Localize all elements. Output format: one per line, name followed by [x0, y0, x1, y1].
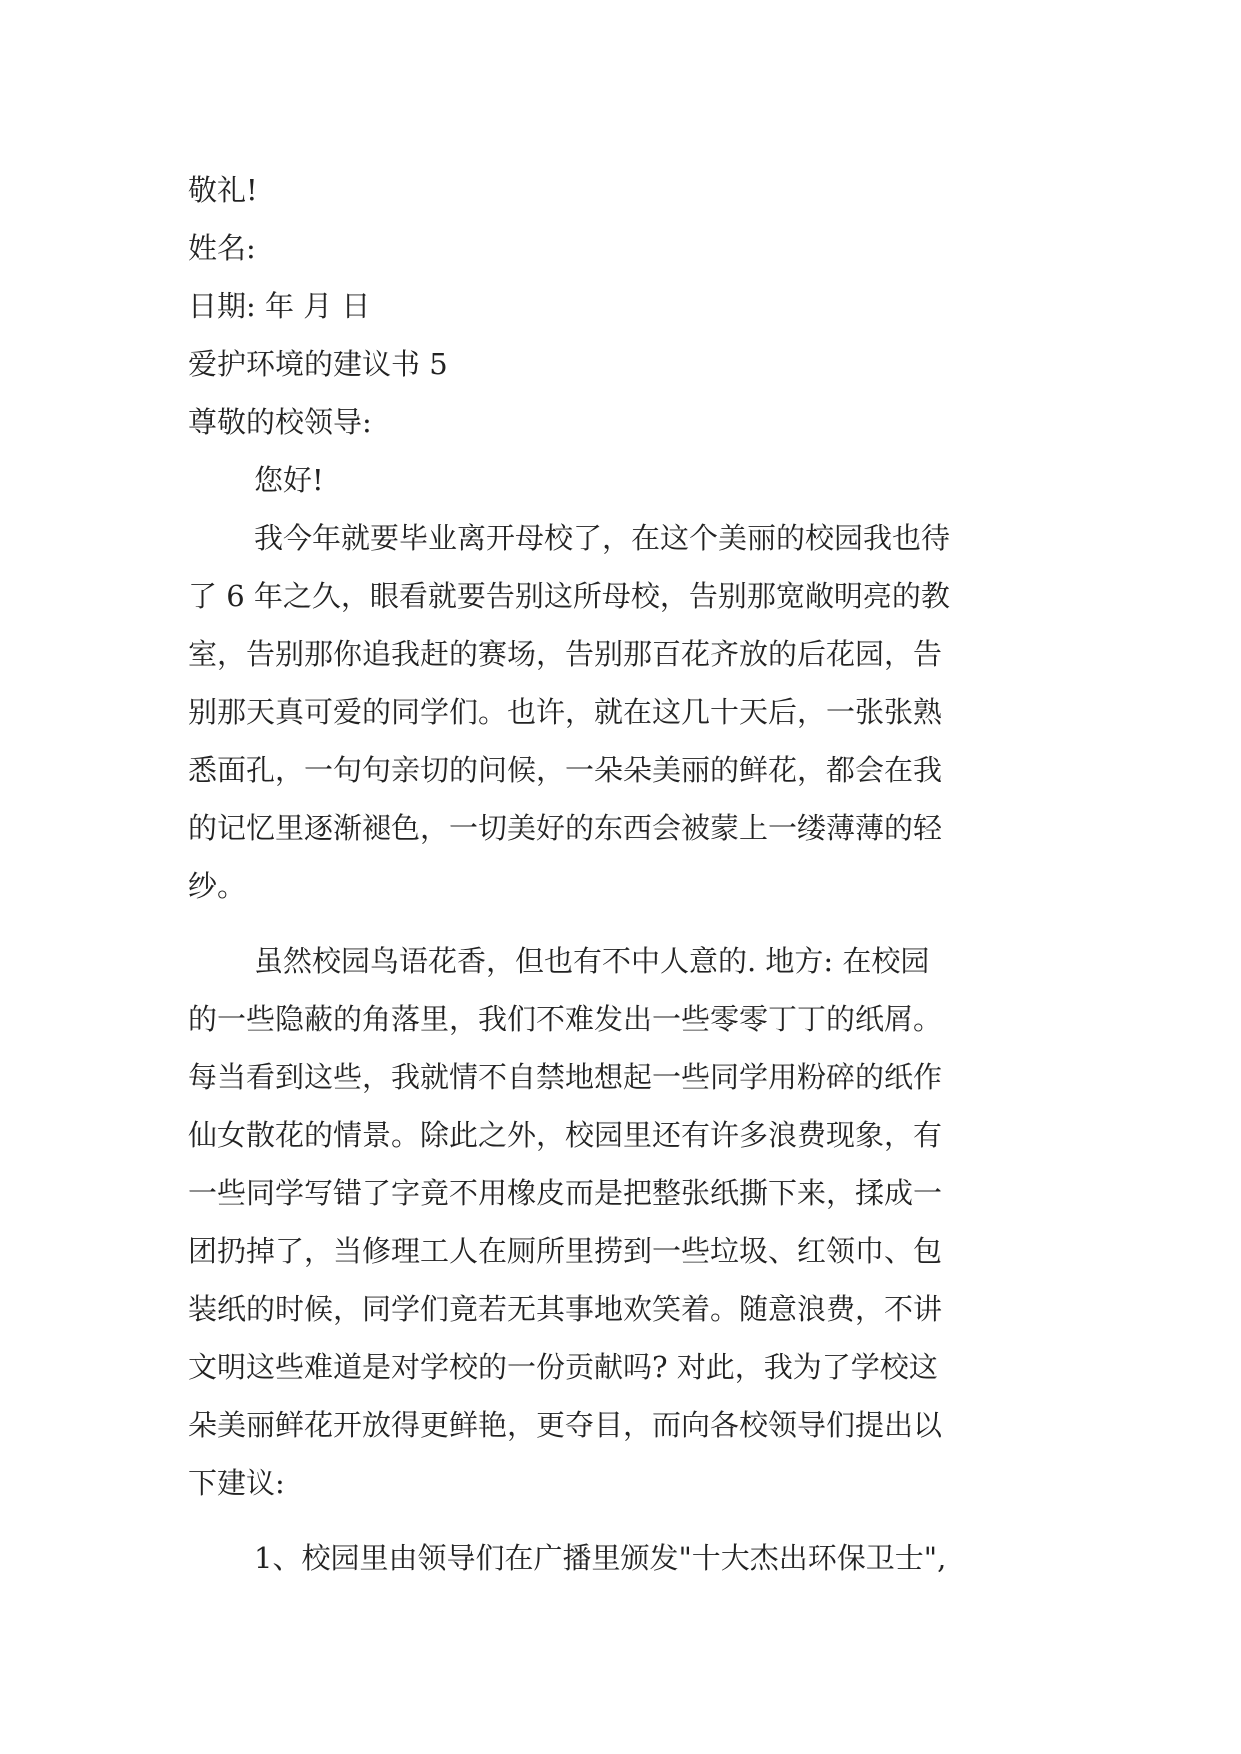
- paragraph-line: 别那天真可爱的同学们。也许，就在这几十天后，一张张熟: [188, 695, 943, 729]
- paragraph-line: 仙女散花的情景。除此之外，校园里还有许多浪费现象，有: [188, 1118, 943, 1152]
- paragraph-line: 的记忆里逐渐褪色，一切美好的东西会被蒙上一缕薄薄的轻: [188, 811, 943, 845]
- paragraph-gap: [188, 1512, 1068, 1529]
- paragraph-line: 了 6 年之久，眼看就要告别这所母校，告别那宽敞明亮的教: [188, 579, 950, 613]
- paragraph-1: [188, 509, 1068, 915]
- letter-greeting: 您好!: [254, 463, 324, 497]
- paragraph-line: 的一些隐蔽的角落里，我们不难发出一些零零丁丁的纸屑。: [188, 1002, 943, 1036]
- paragraph-line: 室，告别那你追我赶的赛场，告别那百花齐放的后花园，告: [188, 637, 943, 671]
- paragraph-2: [188, 932, 1068, 1512]
- paragraph-line: 纱。: [188, 869, 247, 903]
- paragraph-line: 下建议:: [188, 1466, 285, 1500]
- paragraph-gap: [188, 915, 1068, 932]
- letter-addressee: 尊敬的校领导:: [188, 405, 372, 439]
- paragraph-line: 团扔掉了，当修理工人在厕所里捞到一些垃圾、红领巾、包: [188, 1234, 943, 1268]
- paragraph-line: 朵美丽鲜花开放得更鲜艳，更夺目，而向各校领导们提出以: [188, 1408, 943, 1442]
- paragraph-line: 虽然校园鸟语花香，但也有不中人意的. 地方: 在校园: [254, 944, 930, 978]
- paragraph-line: 每当看到这些，我就情不自禁地想起一些同学用粉碎的纸作: [188, 1060, 943, 1094]
- date-line: 日期: 年 月 日: [188, 289, 371, 323]
- paragraph-line: 文明这些难道是对学校的一份贡献吗? 对此，我为了学校这: [188, 1350, 938, 1384]
- letter-title: 爱护环境的建议书 5: [188, 347, 448, 381]
- paragraph-line: 悉面孔，一句句亲切的问候，一朵朵美丽的鲜花，都会在我: [188, 753, 943, 787]
- paragraph-line: 装纸的时候，同学们竟若无其事地欢笑着。随意浪费，不讲: [188, 1292, 943, 1326]
- closing-salute: 敬礼!: [188, 173, 258, 207]
- name-label: 姓名:: [188, 231, 256, 265]
- document-body: [188, 161, 1068, 1587]
- suggestion-item-1: 1、校园里由领导们在广播里颁发"十大杰出环保卫士",: [254, 1541, 947, 1575]
- paragraph-line: 一些同学写错了字竟不用橡皮而是把整张纸撕下来，揉成一: [188, 1176, 943, 1210]
- paragraph-line: 我今年就要毕业离开母校了，在这个美丽的校园我也待: [254, 521, 951, 555]
